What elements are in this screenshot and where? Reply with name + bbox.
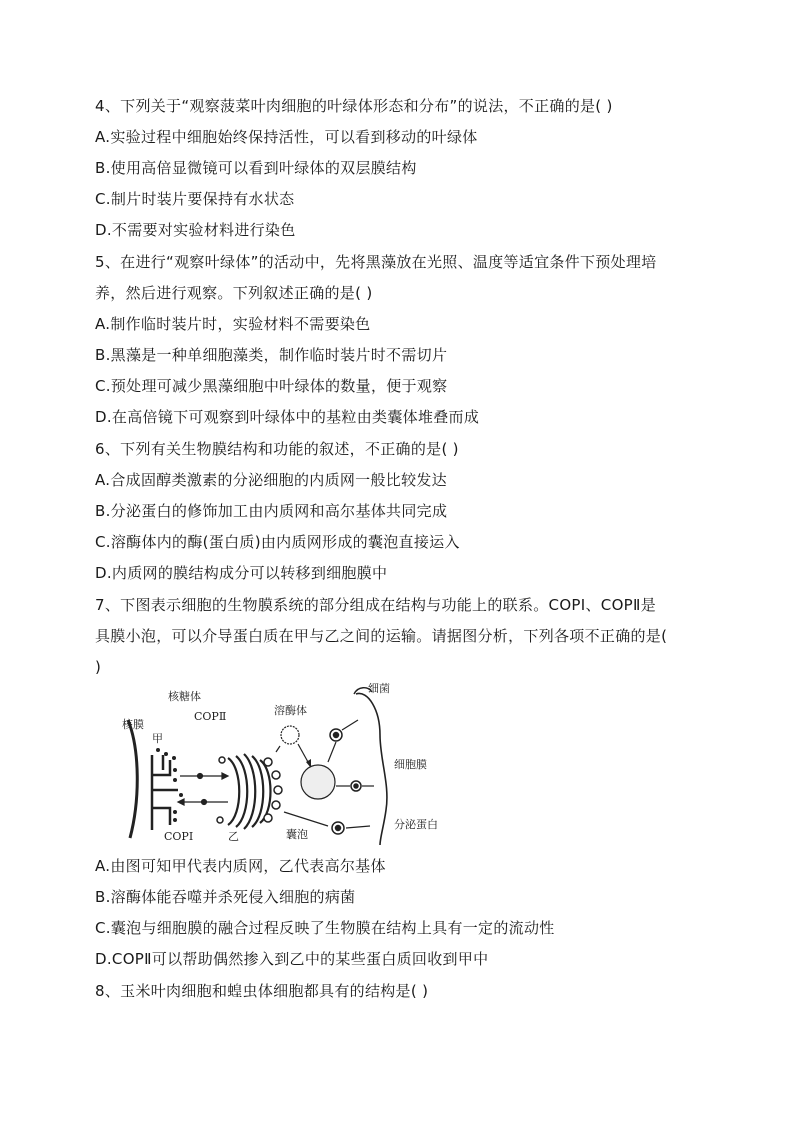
question-5-stem-line2: 养，然后进行观察。下列叙述正确的是( ) [95,284,373,302]
golgi-vesicles [217,757,282,823]
label-jia: 甲 [152,732,163,745]
question-6-stem: 6、下列有关生物膜结构和功能的叙述，不正确的是( ) [95,440,459,458]
label-cell-membrane: 细胞膜 [394,758,427,771]
membrane-system-figure [118,680,498,848]
label-yi: 乙 [228,830,239,843]
question-5-stem-line1: 5、在进行“观察叶绿体”的活动中，先将黑藻放在光照、温度等适宜条件下预处理培 [95,253,657,271]
question-6-option-d: D.内质网的膜结构成分可以转移到细胞膜中 [95,564,388,582]
label-bacterium: 细菌 [368,682,390,695]
question-7-stem-line2: 具膜小泡，可以介导蛋白质在甲与乙之间的运输。请据图分析，下列各项不正确的是( [95,627,668,645]
phagolysosome-shape [301,765,335,799]
membrane-system-diagram [118,680,498,848]
question-8-stem: 8、玉米叶肉细胞和蝗虫体细胞都具有的结构是( ) [95,982,429,1000]
label-copii: COPⅡ [194,710,227,723]
label-nuclear-membrane: 核膜 [122,718,144,731]
question-5-option-b: B.黑藻是一种单细胞藻类，制作临时装片时不需切片 [95,346,448,364]
question-6-option-a: A.合成固醇类激素的分泌细胞的内质网一般比较发达 [95,471,447,489]
question-6-option-b: B.分泌蛋白的修饰加工由内质网和高尔基体共同完成 [95,502,448,520]
lysosome-shape [276,726,311,768]
question-7-stem-line3: ) [95,658,102,676]
question-7-option-b: B.溶酶体能吞噬并杀死侵入细胞的病菌 [95,888,356,906]
question-7-stem-line1: 7、下图表示细胞的生物膜系统的部分组成在结构与功能上的联系。COPⅠ、COPⅡ是 [95,596,657,614]
question-4-option-b: B.使用高倍显微镜可以看到叶绿体的双层膜结构 [95,159,417,177]
question-4-option-a: A.实验过程中细胞始终保持活性，可以看到移动的叶绿体 [95,128,478,146]
cop-vesicles [178,773,228,805]
label-copi: COPⅠ [164,830,194,843]
question-4-option-c: C.制片时装片要保持有水状态 [95,190,295,208]
question-5-option-c: C.预处理可减少黑藻细胞中叶绿体的数量，便于观察 [95,377,448,395]
label-vesicle: 囊泡 [286,828,308,841]
question-7-option-a: A.由图可知甲代表内质网，乙代表高尔基体 [95,857,386,875]
cell-membrane-shape [356,693,387,845]
question-4-stem: 4、下列关于“观察菠菜叶肉细胞的叶绿体形态和分布”的说法，不正确的是( ) [95,97,613,115]
label-secreted-protein: 分泌蛋白 [394,818,438,831]
question-5-option-a: A.制作临时装片时，实验材料不需要染色 [95,315,371,333]
question-5-option-d: D.在高倍镜下可观察到叶绿体中的基粒由类囊体堆叠而成 [95,408,480,426]
question-7-option-d: D.COPⅡ可以帮助偶然掺入到乙中的某些蛋白质回收到甲中 [95,950,489,968]
question-6-option-c: C.溶酶体内的酶(蛋白质)由内质网形成的囊泡直接运入 [95,533,460,551]
question-7-option-c: C.囊泡与细胞膜的融合过程反映了生物膜在结构上具有一定的流动性 [95,919,555,937]
label-ribosome: 核糖体 [168,690,201,703]
question-4-option-d: D.不需要对实验材料进行染色 [95,221,296,239]
label-lysosome: 溶酶体 [274,704,307,717]
nuclear-membrane-shape [128,720,137,838]
